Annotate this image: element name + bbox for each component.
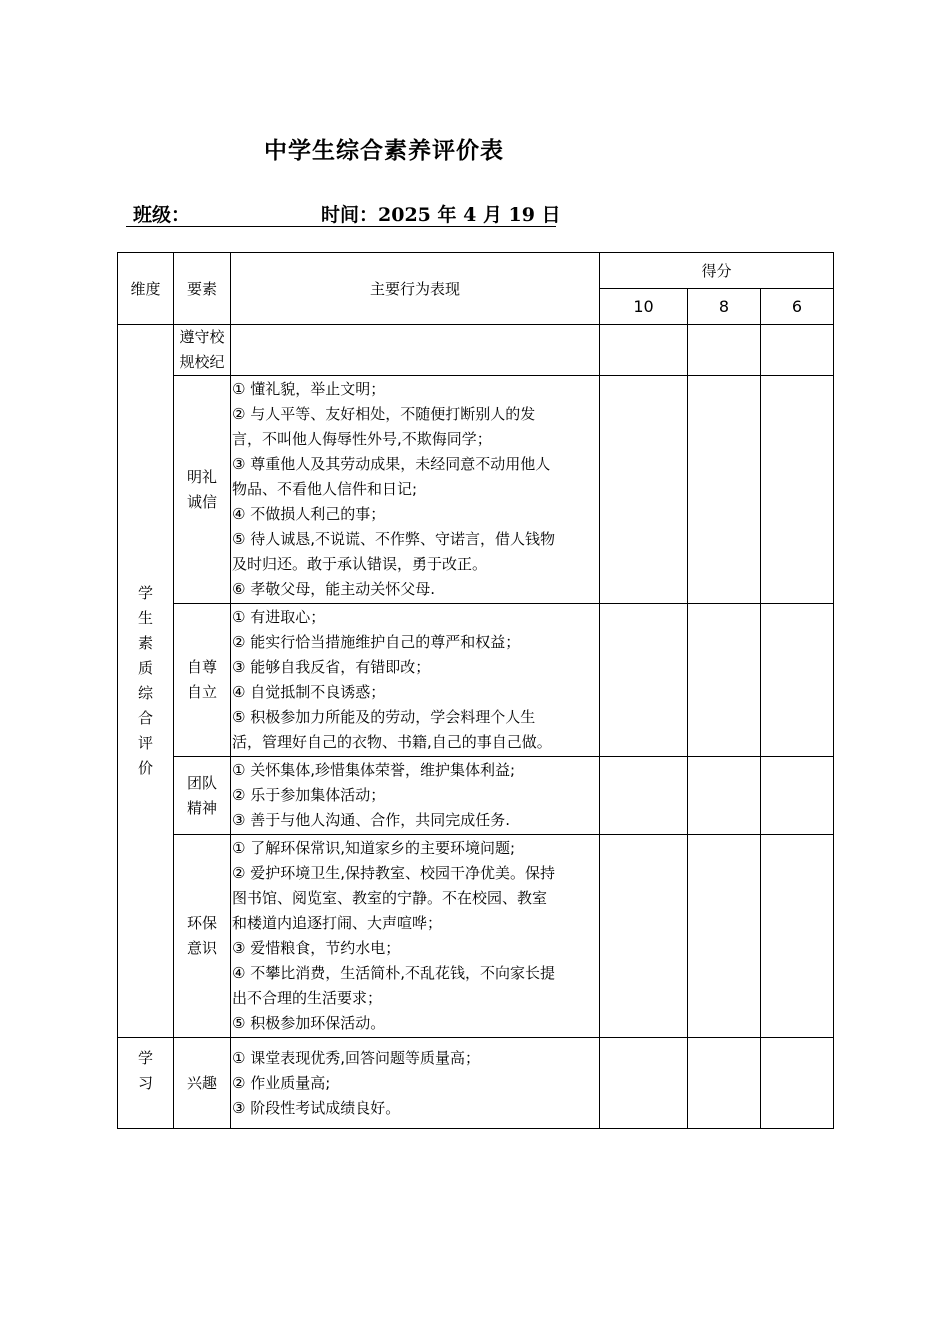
table-row	[118, 1038, 834, 1129]
score-cell[interactable]	[688, 835, 761, 1038]
score-cell[interactable]	[600, 325, 688, 376]
behavior-line: ③ 阶段性考试成绩良好。	[232, 1099, 401, 1117]
behavior-cell	[231, 1038, 600, 1129]
behavior-line: ⑥ 孝敬父母，能主动关怀父母.	[232, 580, 435, 598]
behavior-line: ① 懂礼貌，举止文明；	[232, 380, 386, 398]
element-label: 明礼	[186, 467, 217, 486]
element-label: 团队	[186, 773, 217, 792]
behavior-line: ④ 自觉抵制不良诱惑；	[232, 683, 386, 701]
score-cell[interactable]	[600, 604, 688, 757]
class-time-line	[126, 200, 561, 227]
element-label: 兴趣	[186, 1074, 217, 1092]
behavior-line: ③ 能够自我反省，有错即改；	[232, 658, 431, 676]
score-cell[interactable]	[600, 1038, 688, 1129]
score-cell[interactable]	[761, 604, 834, 757]
behavior-line: ① 有进取心；	[232, 608, 326, 626]
header-score: 得分	[600, 253, 834, 289]
element-cell	[174, 325, 231, 376]
behavior-line: ④ 不做损人利己的事；	[232, 505, 386, 523]
element-label: 自尊	[186, 658, 217, 676]
element-cell	[174, 757, 231, 835]
behavior-cell	[231, 325, 600, 376]
header-behavior: 主要行为表现	[231, 253, 600, 325]
dimension-label: 学习	[138, 1049, 154, 1092]
element-label: 意识	[186, 939, 217, 957]
behavior-line: 言，不叫他人侮辱性外号,不欺侮同学；	[232, 430, 492, 448]
behavior-line: 和楼道内追逐打闹、大声喧哗；	[232, 914, 443, 932]
behavior-line: ③ 爱惜粮食，节约水电；	[232, 939, 401, 957]
element-label: 规校纪	[179, 353, 225, 371]
element-label: 环保	[186, 914, 217, 932]
score-cell[interactable]	[688, 604, 761, 757]
score-cell[interactable]	[600, 757, 688, 835]
element-cell	[174, 376, 231, 604]
score-cell[interactable]	[600, 376, 688, 604]
table-row	[118, 604, 834, 757]
class-label: 班级：	[133, 204, 191, 226]
score-cell[interactable]	[688, 376, 761, 604]
element-cell	[174, 1038, 231, 1129]
element-label: 遵守校	[179, 328, 225, 346]
behavior-line: 物品、不看他人信件和日记;	[232, 480, 418, 498]
time-label: 时间：2025 年 4 月 19 日	[321, 204, 561, 226]
behavior-line: 及时归还。敢于承认错误，勇于改正。	[232, 555, 488, 573]
behavior-line: ② 能实行恰当措施维护自己的尊严和权益；	[232, 633, 521, 651]
score-cell[interactable]	[761, 757, 834, 835]
behavior-line: ⑤ 待人诚恳,不说谎、不作弊、守诺言，借人钱物	[232, 530, 555, 548]
dimension-cell	[118, 1038, 174, 1129]
behavior-line: ④ 不攀比消费，生活简朴,不乱花钱，不向家长提	[232, 964, 555, 982]
behavior-cell	[231, 835, 600, 1038]
behavior-line: ② 乐于参加集体活动；	[232, 786, 386, 804]
element-label: 自立	[186, 683, 217, 701]
behavior-line: ② 作业质量高;	[232, 1074, 331, 1092]
score-cell[interactable]	[600, 835, 688, 1038]
header-score-10: 10	[600, 289, 688, 325]
score-cell[interactable]	[761, 835, 834, 1038]
element-label: 诚信	[186, 492, 217, 511]
score-cell[interactable]	[688, 325, 761, 376]
table-row	[118, 325, 834, 376]
element-cell	[174, 604, 231, 757]
behavior-line: ② 与人平等、友好相处，不随便打断别人的发	[232, 405, 536, 423]
header-dimension: 维度	[118, 253, 174, 325]
table-row	[118, 835, 834, 1038]
element-cell	[174, 835, 231, 1038]
header-element: 要素	[174, 253, 231, 325]
header-score-6: 6	[761, 289, 834, 325]
behavior-line: ② 爱护环境卫生,保持教室、校园干净优美。保持	[232, 864, 555, 882]
behavior-cell	[231, 376, 600, 604]
header-score-8: 8	[688, 289, 761, 325]
score-cell[interactable]	[688, 1038, 761, 1129]
table-row	[118, 757, 834, 835]
score-cell[interactable]	[688, 757, 761, 835]
behavior-line: ③ 尊重他人及其劳动成果，未经同意不动用他人	[232, 455, 551, 473]
behavior-cell	[231, 604, 600, 757]
score-cell[interactable]	[761, 376, 834, 604]
behavior-line: ① 了解环保常识,知道家乡的主要环境问题;	[232, 839, 516, 857]
behavior-line: ① 课堂表现优秀,回答问题等质量高；	[232, 1049, 480, 1067]
behavior-line: ⑤ 积极参加环保活动。	[232, 1014, 386, 1032]
score-cell[interactable]	[761, 1038, 834, 1129]
dimension-label: 学生素质综合评价	[138, 584, 154, 777]
behavior-line: ⑤ 积极参加力所能及的劳动，学会料理个人生	[232, 708, 536, 726]
behavior-line: ③ 善于与他人沟通、合作，共同完成任务.	[232, 811, 510, 829]
behavior-line: 活，管理好自己的衣物、书籍,自己的事自己做。	[232, 733, 552, 751]
dimension-cell	[118, 325, 174, 1038]
behavior-line: ① 关怀集体,珍惜集体荣誉，维护集体利益;	[232, 761, 516, 779]
evaluation-table	[117, 252, 834, 1129]
behavior-cell	[231, 757, 600, 835]
behavior-line: 出不合理的生活要求；	[232, 989, 383, 1007]
score-cell[interactable]	[761, 325, 834, 376]
element-label: 精神	[186, 798, 217, 817]
behavior-line: 图书馆、阅览室、教室的宁静。不在校园、教室	[232, 889, 548, 907]
table-row	[118, 376, 834, 604]
page-title: 中学生综合素养评价表	[264, 137, 504, 164]
